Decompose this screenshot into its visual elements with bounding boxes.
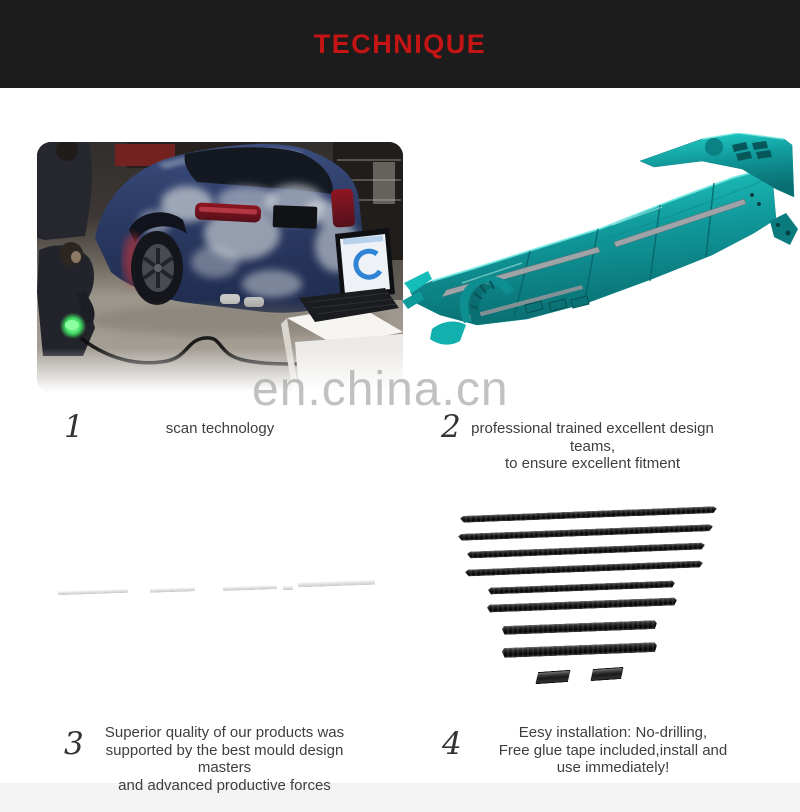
right-taillight xyxy=(331,188,356,227)
carbon-end-piece xyxy=(590,667,625,681)
carbon-end-piece xyxy=(535,670,572,684)
caption-line: and advanced productive forces xyxy=(118,776,331,794)
caption-line: Free glue tape included,install and xyxy=(498,741,728,759)
scan-photo-illustration xyxy=(37,142,403,392)
carbon-strip xyxy=(458,524,713,541)
white-trim-strip xyxy=(283,586,293,590)
caption-line: Superior quality of our products was xyxy=(104,724,345,741)
caption-line: Eesy installation: No-drilling, xyxy=(518,724,708,741)
carbon-strip xyxy=(467,542,705,558)
handheld-3d-scanner xyxy=(56,309,90,343)
technique-title: TECHNIQUE xyxy=(313,28,487,59)
step-1-caption xyxy=(120,420,320,438)
scan-model-illustration xyxy=(402,133,800,350)
caption-line: professional trained excellent design teams, xyxy=(471,420,714,455)
step-3-number: 3 xyxy=(64,726,84,762)
carbon-strip xyxy=(502,620,657,635)
white-trim-strip xyxy=(58,589,128,595)
step-4-number: 4 xyxy=(442,726,462,762)
white-primer-trim-strips xyxy=(50,565,390,605)
carbon-strip xyxy=(502,642,657,658)
step-2-number: 2 xyxy=(441,409,461,445)
exhaust-tip xyxy=(220,294,240,304)
carbon-strip xyxy=(460,506,717,523)
carbon-strip xyxy=(487,597,677,612)
carbon-strip xyxy=(488,580,675,594)
license-plate xyxy=(273,205,318,229)
white-trim-strip xyxy=(298,580,375,588)
step-1-number: 1 xyxy=(64,409,84,445)
caption-line: use immediately! xyxy=(556,759,670,776)
car-3d-scanning-photo xyxy=(37,142,403,392)
caption-line: supported by the best mould design masters xyxy=(105,741,344,776)
china-cn-watermark: en.china.cn xyxy=(252,363,509,416)
white-trim-strip xyxy=(150,587,195,593)
white-trim-strip xyxy=(223,585,277,591)
step-2-caption xyxy=(450,420,735,473)
technique-header-bar xyxy=(0,0,800,88)
carbon-strip xyxy=(465,560,703,576)
step-3-caption xyxy=(82,724,367,794)
standing-technician xyxy=(37,142,92,240)
caption-line: to ensure excellent fitment xyxy=(504,455,681,472)
caption-line: scan technology xyxy=(165,420,275,437)
teal-3d-scan-model xyxy=(402,133,800,350)
carbon-fiber-trim-strips xyxy=(420,490,800,705)
step-4-caption xyxy=(468,724,758,777)
